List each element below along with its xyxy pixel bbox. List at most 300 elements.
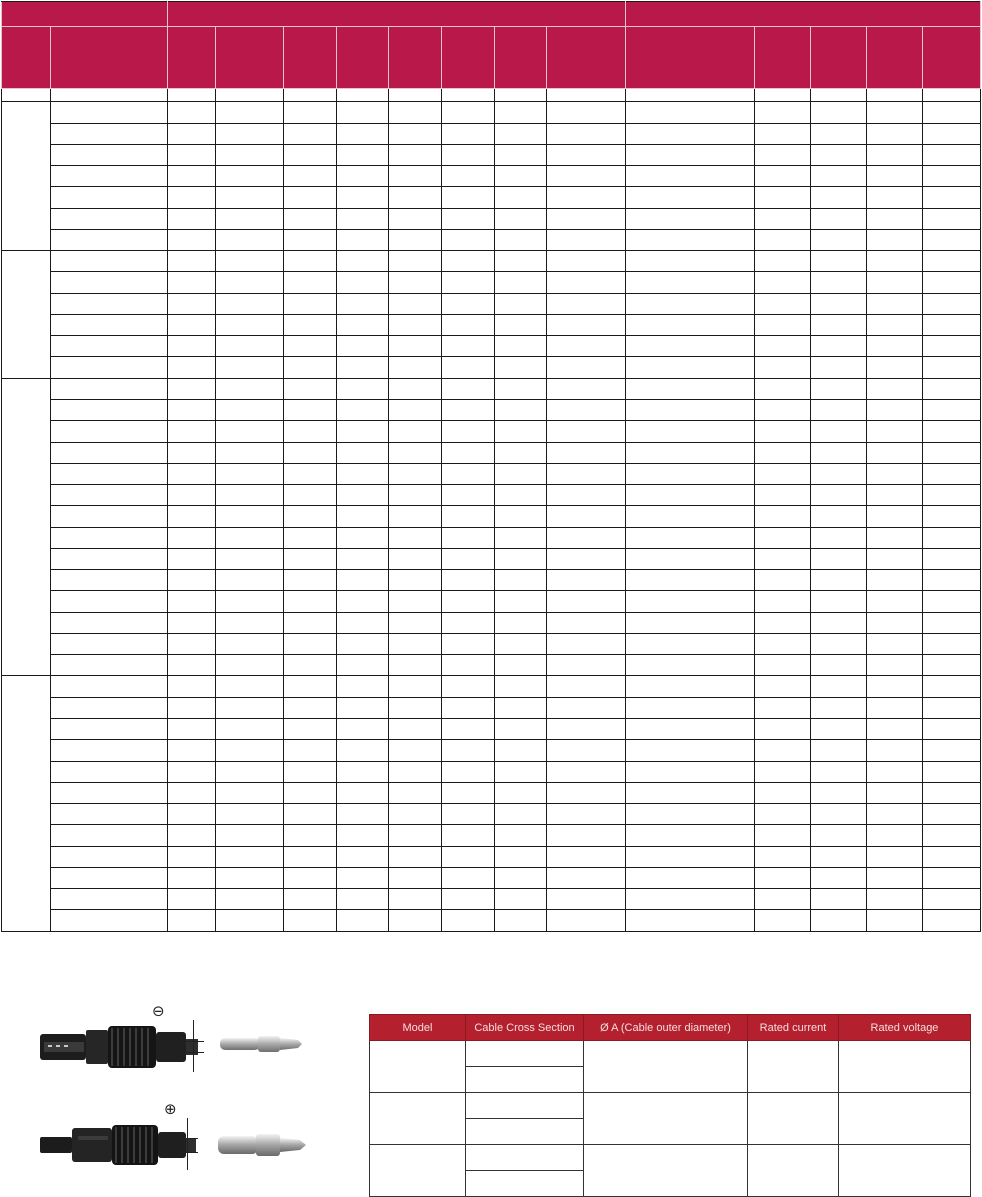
spec-cell <box>284 251 337 272</box>
spec-cell <box>923 761 981 782</box>
spec-cell <box>216 548 284 569</box>
spec-cell <box>923 314 981 335</box>
spec-table-row <box>2 740 981 761</box>
dimension-line <box>187 1118 188 1170</box>
spec-cell <box>284 336 337 357</box>
negative-symbol: ⊖ <box>152 1002 165 1020</box>
spec-header-cell <box>2 27 51 89</box>
spec-cell <box>867 123 923 144</box>
spec-cell <box>811 846 867 867</box>
spec-cell <box>495 229 547 250</box>
spec-cell <box>284 548 337 569</box>
spec-cell <box>284 910 337 932</box>
spec-cell <box>168 889 216 910</box>
spec-cell <box>337 761 389 782</box>
spec-cell <box>811 421 867 442</box>
spec-cell <box>811 463 867 484</box>
spec-cell <box>495 399 547 420</box>
spec-cell <box>168 251 216 272</box>
spec-cell <box>442 846 495 867</box>
spec-cell <box>168 633 216 654</box>
spec-cell <box>923 910 981 932</box>
spec-cell <box>495 910 547 932</box>
spec-cell <box>168 102 216 123</box>
spec-cell <box>389 89 442 102</box>
spec-cell <box>755 208 811 229</box>
spec-cell <box>337 357 389 378</box>
spec-cell <box>389 485 442 506</box>
spec-cell <box>867 89 923 102</box>
spec-cell <box>755 229 811 250</box>
spec-cell <box>389 889 442 910</box>
spec-cell <box>337 740 389 761</box>
spec-cell <box>442 378 495 399</box>
model-table-header-row <box>370 1015 971 1041</box>
model-cell <box>370 1093 466 1145</box>
spec-cell <box>389 612 442 633</box>
spec-cell <box>495 293 547 314</box>
spec-cell <box>495 718 547 739</box>
spec-cell <box>168 166 216 187</box>
spec-cell <box>389 782 442 803</box>
spec-cell <box>547 761 626 782</box>
spec-table-row <box>2 910 981 932</box>
spec-cell <box>923 506 981 527</box>
spec-cell <box>442 336 495 357</box>
model-row <box>370 1145 971 1171</box>
spec-cell <box>389 740 442 761</box>
spec-table-row <box>2 570 981 591</box>
spec-cell <box>923 846 981 867</box>
spec-cell <box>626 867 755 888</box>
spec-cell <box>626 612 755 633</box>
spec-table-row <box>2 208 981 229</box>
spec-cell <box>51 251 168 272</box>
model-row <box>370 1041 971 1067</box>
spec-cell <box>547 378 626 399</box>
spec-cell <box>168 612 216 633</box>
spec-cell <box>51 166 168 187</box>
spec-cell <box>495 442 547 463</box>
spec-cell <box>626 782 755 803</box>
spec-cell <box>626 272 755 293</box>
spec-cell <box>755 718 811 739</box>
spec-cell <box>495 591 547 612</box>
spec-cell <box>626 144 755 165</box>
spec-cell <box>442 506 495 527</box>
spec-cell <box>337 251 389 272</box>
spec-cell <box>626 442 755 463</box>
spec-cell <box>626 846 755 867</box>
spec-cell <box>867 527 923 548</box>
spec-cell <box>442 570 495 591</box>
spec-cell <box>216 463 284 484</box>
spec-cell <box>51 612 168 633</box>
dimension-tick <box>186 1052 204 1053</box>
spec-cell <box>626 633 755 654</box>
spec-cell <box>626 208 755 229</box>
spec-cell <box>389 378 442 399</box>
spec-cell <box>755 357 811 378</box>
spec-cell <box>337 187 389 208</box>
spec-cell <box>442 102 495 123</box>
spec-cell <box>923 889 981 910</box>
rated-voltage-cell <box>839 1145 971 1197</box>
spec-cell <box>923 825 981 846</box>
spec-cell <box>547 89 626 102</box>
spec-cell <box>51 187 168 208</box>
spec-cell <box>389 761 442 782</box>
spec-cell <box>923 612 981 633</box>
spec-header-cell <box>337 27 389 89</box>
spec-cell <box>626 399 755 420</box>
spec-cell <box>51 761 168 782</box>
spec-cell <box>811 485 867 506</box>
spec-cell <box>337 123 389 144</box>
spec-cell <box>337 697 389 718</box>
spec-cell <box>547 825 626 846</box>
spec-cell <box>923 697 981 718</box>
spec-cell <box>284 357 337 378</box>
spec-cell <box>216 272 284 293</box>
spec-cell <box>216 782 284 803</box>
positive-symbol: ⊕ <box>164 1100 177 1118</box>
spec-cell <box>51 676 168 697</box>
spec-cell <box>51 123 168 144</box>
spec-cell <box>216 293 284 314</box>
spec-table-body <box>2 2 981 932</box>
spec-cell <box>811 612 867 633</box>
spec-table-row <box>2 612 981 633</box>
spec-cell <box>923 272 981 293</box>
spec-cell <box>547 846 626 867</box>
spec-cell <box>284 123 337 144</box>
spec-cell <box>284 633 337 654</box>
spec-table-row <box>2 144 981 165</box>
spec-cell <box>442 421 495 442</box>
dimension-tick <box>186 1041 204 1042</box>
spec-cell <box>442 740 495 761</box>
spec-cell <box>168 144 216 165</box>
spec-cell <box>337 336 389 357</box>
spec-cell <box>216 697 284 718</box>
spec-cell <box>168 761 216 782</box>
spec-cell <box>755 102 811 123</box>
spec-table-row <box>2 867 981 888</box>
spec-cell <box>811 718 867 739</box>
spec-table <box>1 1 981 932</box>
spec-cell <box>495 740 547 761</box>
spec-cell <box>389 357 442 378</box>
spec-cell <box>337 442 389 463</box>
spec-cell <box>626 655 755 676</box>
spec-cell <box>755 825 811 846</box>
spec-cell <box>442 676 495 697</box>
dimension-tick <box>180 1152 198 1153</box>
spec-cell <box>284 314 337 335</box>
spec-cell <box>626 506 755 527</box>
spec-cell <box>547 570 626 591</box>
spec-cell <box>626 166 755 187</box>
spec-spacer-row <box>2 89 981 102</box>
spec-cell <box>923 655 981 676</box>
spec-cell <box>867 463 923 484</box>
spec-cell <box>168 123 216 144</box>
spec-table-row <box>2 123 981 144</box>
spec-cell <box>337 718 389 739</box>
spec-group-cell <box>2 378 51 676</box>
spec-cell <box>626 187 755 208</box>
spec-cell <box>547 548 626 569</box>
spec-cell <box>389 144 442 165</box>
spec-cell <box>337 591 389 612</box>
spec-cell <box>389 506 442 527</box>
spec-cell <box>337 463 389 484</box>
spec-header-cell <box>2 2 168 27</box>
spec-cell <box>867 825 923 846</box>
spec-cell <box>216 166 284 187</box>
spec-cell <box>755 314 811 335</box>
spec-cell <box>216 676 284 697</box>
spec-cell <box>442 293 495 314</box>
spec-cell <box>337 548 389 569</box>
rated-current-cell <box>748 1093 839 1145</box>
spec-cell <box>626 804 755 825</box>
rated-current-cell <box>748 1041 839 1093</box>
spec-cell <box>811 506 867 527</box>
spec-cell <box>495 208 547 229</box>
spec-cell <box>51 570 168 591</box>
spec-cell <box>923 251 981 272</box>
spec-cell <box>442 718 495 739</box>
spec-cell <box>51 633 168 654</box>
spec-table-row <box>2 633 981 654</box>
spec-header-cell <box>547 27 626 89</box>
spec-cell <box>51 867 168 888</box>
spec-cell <box>389 846 442 867</box>
spec-table-row <box>2 846 981 867</box>
spec-cell <box>923 187 981 208</box>
spec-cell <box>442 399 495 420</box>
spec-header-cell <box>626 27 755 89</box>
spec-cell <box>547 357 626 378</box>
spec-cell <box>284 442 337 463</box>
spec-cell <box>547 867 626 888</box>
spec-cell <box>389 804 442 825</box>
spec-cell <box>923 229 981 250</box>
spec-cell <box>442 144 495 165</box>
spec-cell <box>337 889 389 910</box>
spec-cell <box>337 846 389 867</box>
spec-cell <box>284 761 337 782</box>
spec-cell <box>442 633 495 654</box>
spec-cell <box>923 633 981 654</box>
spec-cell <box>442 314 495 335</box>
spec-cell <box>867 506 923 527</box>
spec-cell <box>51 378 168 399</box>
spec-table-row <box>2 889 981 910</box>
spec-table-row <box>2 506 981 527</box>
spec-header-cell <box>284 27 337 89</box>
spec-cell <box>168 378 216 399</box>
spec-cell <box>867 548 923 569</box>
spec-cell <box>867 485 923 506</box>
spec-cell <box>337 272 389 293</box>
spec-cell <box>389 718 442 739</box>
spec-cell <box>811 697 867 718</box>
spec-cell <box>923 293 981 314</box>
spec-table-row <box>2 357 981 378</box>
spec-cell <box>626 293 755 314</box>
spec-cell <box>442 910 495 932</box>
female-connector-image <box>38 1022 200 1072</box>
spec-cell <box>51 804 168 825</box>
spec-cell <box>923 123 981 144</box>
spec-cell <box>51 718 168 739</box>
spec-cell <box>811 761 867 782</box>
spec-cell <box>867 804 923 825</box>
spec-table-row <box>2 485 981 506</box>
rated-voltage-cell <box>839 1093 971 1145</box>
spec-cell <box>51 208 168 229</box>
spec-cell <box>755 463 811 484</box>
spec-cell <box>923 570 981 591</box>
spec-cell <box>168 187 216 208</box>
spec-cell <box>923 378 981 399</box>
spec-cell <box>216 357 284 378</box>
spec-cell <box>51 655 168 676</box>
spec-cell <box>389 336 442 357</box>
spec-cell <box>867 293 923 314</box>
spec-cell <box>755 527 811 548</box>
spec-cell <box>389 314 442 335</box>
spec-cell <box>547 463 626 484</box>
spec-cell <box>626 229 755 250</box>
spec-cell <box>168 399 216 420</box>
spec-cell <box>755 697 811 718</box>
spec-cell <box>51 336 168 357</box>
spec-cell <box>51 102 168 123</box>
spec-cell <box>495 485 547 506</box>
spec-cell <box>284 740 337 761</box>
spec-cell <box>216 421 284 442</box>
spec-header-cell <box>811 27 867 89</box>
spec-cell <box>284 612 337 633</box>
spec-cell <box>216 399 284 420</box>
spec-table-row <box>2 272 981 293</box>
spec-header-row-1 <box>2 2 981 27</box>
spec-cell <box>626 314 755 335</box>
spec-cell <box>284 166 337 187</box>
spec-cell <box>495 527 547 548</box>
spec-cell <box>51 591 168 612</box>
spec-cell <box>216 485 284 506</box>
spec-cell <box>168 804 216 825</box>
spec-cell <box>216 527 284 548</box>
spec-cell <box>547 676 626 697</box>
spec-cell <box>216 740 284 761</box>
spec-cell <box>495 123 547 144</box>
spec-cell <box>284 846 337 867</box>
spec-cell <box>923 208 981 229</box>
spec-cell <box>284 144 337 165</box>
spec-cell <box>626 527 755 548</box>
spec-cell <box>216 591 284 612</box>
spec-cell <box>216 123 284 144</box>
spec-cell <box>337 527 389 548</box>
spec-cell <box>284 463 337 484</box>
spec-cell <box>284 421 337 442</box>
spec-cell <box>867 314 923 335</box>
spec-cell <box>389 166 442 187</box>
spec-cell <box>442 442 495 463</box>
spec-cell <box>867 570 923 591</box>
spec-cell <box>337 655 389 676</box>
spec-cell <box>811 570 867 591</box>
spec-cell <box>51 89 168 102</box>
spec-table-row <box>2 655 981 676</box>
spec-cell <box>337 229 389 250</box>
spec-cell <box>867 655 923 676</box>
spec-cell <box>495 889 547 910</box>
spec-cell <box>495 655 547 676</box>
spec-cell <box>867 910 923 932</box>
spec-cell <box>755 867 811 888</box>
spec-cell <box>867 272 923 293</box>
spec-table-row <box>2 697 981 718</box>
spec-cell <box>867 889 923 910</box>
spec-cell <box>811 399 867 420</box>
spec-cell <box>626 825 755 846</box>
spec-cell <box>547 442 626 463</box>
spec-cell <box>626 123 755 144</box>
spec-cell <box>755 336 811 357</box>
spec-cell <box>923 804 981 825</box>
spec-table-row <box>2 761 981 782</box>
spec-cell <box>547 102 626 123</box>
spec-cell <box>495 166 547 187</box>
spec-cell <box>923 442 981 463</box>
spec-cell <box>51 357 168 378</box>
spec-cell <box>811 229 867 250</box>
spec-cell <box>755 378 811 399</box>
spec-cell <box>755 846 811 867</box>
spec-cell <box>168 867 216 888</box>
spec-cell <box>755 570 811 591</box>
spec-cell <box>495 506 547 527</box>
spec-cell <box>547 293 626 314</box>
spec-cell <box>867 251 923 272</box>
spec-cell <box>389 442 442 463</box>
spec-cell <box>442 548 495 569</box>
spec-cell <box>547 633 626 654</box>
spec-group-cell <box>2 676 51 932</box>
spec-cell <box>547 144 626 165</box>
spec-cell <box>495 463 547 484</box>
spec-cell <box>51 506 168 527</box>
spec-cell <box>284 506 337 527</box>
spec-header-cell <box>495 27 547 89</box>
spec-table-row <box>2 314 981 335</box>
spec-cell <box>495 612 547 633</box>
spec-header-cell <box>626 2 981 27</box>
spec-cell <box>495 867 547 888</box>
spec-cell <box>389 463 442 484</box>
spec-cell <box>547 123 626 144</box>
spec-cell <box>626 421 755 442</box>
spec-cell <box>626 357 755 378</box>
spec-cell <box>547 718 626 739</box>
